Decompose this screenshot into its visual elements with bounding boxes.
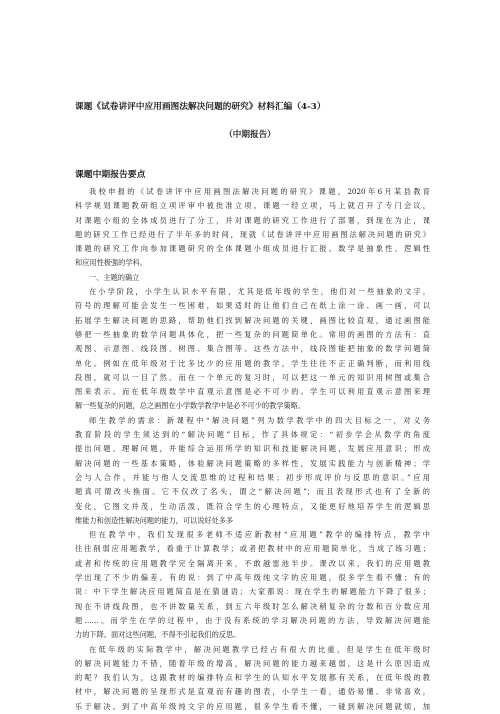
paragraph-line: 解一些复杂的问题，总之画图在小学数学教学中是必不可少的教学策略。 [75, 401, 306, 411]
paragraph [75, 271, 430, 285]
paragraph-line: 科学规划课题教研组立项评审中被批准立项。课题一经立项，马上就召开了专门会议， [75, 201, 430, 211]
paragraph-line: 在小学阶段，小学生认识水平有限，尤其是低年级的学生，他们对一些抽象的文字， [89, 287, 430, 297]
paragraph-line: 题……。而学生在学的过程中，由于没有系统的学习解决问题的方法，导致解决问题能 [75, 615, 430, 625]
paragraph-line: 一、主题的确立 [89, 272, 140, 282]
paragraph-line: 课题的研究工作向参加课题研究的全体课题小组成员进行汇报。数学是抽象性、逻辑性 [75, 244, 430, 254]
paragraph-line: 对课题小组的全体成员进行了分工，并对课题的研究工作进行了部署，到现在为止，课 [75, 215, 430, 225]
paragraph-line: 符号的理解可能会发生一些困难，如果适时的让他们自己在纸上涂一涂、画一画，可以 [75, 301, 430, 311]
paragraph-line: 变化，它图文并茂，生动活泼，既符合学生的心理特点，又能更好地培养学生的逻辑思 [75, 501, 430, 511]
paragraph-line: 说：中下学生解决应用题简直是在猜谜语；大家都说：现在学生的解题能力下降了很多； [75, 587, 430, 597]
paragraph-line: 我校申报的《试卷讲评中应用画图法解决问题的研究》课题，2020年6月某县教育 [89, 187, 430, 196]
paragraph-line: 提出问题、理解问题，并能综合运用所学的知识和技能解决问题，发展应用意识；形成 [75, 444, 430, 454]
paragraph-line: 够把一些抽象的数学问题具体化，把一些复杂的问题简单化。常用的画图的方法有：直 [75, 329, 430, 339]
paragraph-line: 维能力和创造性解决问题的能力，可以说好处多多 [75, 515, 234, 525]
paragraph-line: 和应用性极强的学科。 [75, 258, 147, 268]
paragraph-line: 题真可谓改头换面。它不仅改了名头，谓之“解决问题”；而且表现形式也有了全新的 [75, 487, 430, 497]
paragraph-line: 图来表示。而在低年级数学中直观示意图是必不可少的。学生可以利用直观示意图来理 [75, 387, 430, 397]
paragraph-line: 现在不讲线段图，也不讲数量关系，到五六年级时怎么解决稍复杂的分数和百分数应用 [75, 601, 430, 611]
paragraph-line: 会与人合作，并能与他人交流思维的过程和结果；初步形成评价与反思的意识。”应用 [75, 472, 430, 482]
document-subtitle: （中期报告） [224, 130, 276, 140]
paragraph-line: 的呢？我们认为，这跟教材的编排特点和学生的认知水平发展都有关系，在低年级的教 [75, 673, 430, 683]
paragraph-line: 拓展学生解决问题的思路，帮助他们找到解决问题的关键，画图比较直观，通过画图能 [75, 315, 430, 325]
paragraph-line: 在低年级的实际教学中，解决问题教学已经占有很大的比重，但是学生在低年级时 [89, 644, 430, 654]
paragraph-line: 乐于解决。到了中高年级纯文字的应用题，很多学生看不懂，一碰到解决问题就烦，加 [75, 701, 430, 711]
paragraph-line: 往往削弱应用题教学，看重于计算教学；或者把教材中的应用题简单化，当成了练习题； [75, 544, 430, 554]
paragraph [75, 528, 430, 642]
paragraph-line: 题的研究工作已经进行了半年多的时间，现就《试卷讲评中应用画图法解决问题的研究》 [75, 229, 430, 239]
report-body [75, 185, 430, 714]
paragraph-line: 的解决问题能力不错，随着年级的增高，解决问题的能力越来越弱，这是什么原因造成 [75, 658, 430, 668]
paragraph-line: 但在教学中，我们发现很多老师不适应新教材“应用题”教学的编排特点，教学中 [89, 530, 430, 540]
paragraph-line: 段图，就可以一目了然。而在一个单元的复习时，可以把这一单元的知识用树图或集合 [75, 372, 430, 382]
paragraph [75, 285, 430, 414]
paragraph-line: 解决问题的一些基本策略，体验解决问题策略的多样性，发展实践能力与创新精神；学 [75, 458, 430, 468]
paragraph [75, 643, 430, 714]
paragraph-line: 观图、示意图、线段图、树图、集合图等。这些方法中，线段图能把抽象的数学问题简 [75, 344, 430, 354]
paragraph-line: 力的下降。面对这些问题，不得不引起我们的反思。 [75, 630, 241, 640]
paragraph-line: 材中，解决问题的呈现形式是直观而有趣的图表，小学生一看，通俗易懂、非常喜欢， [75, 687, 430, 697]
document-title: 课题《试卷讲评中应用画图法解决问题的研究》材料汇编（4-3） [75, 102, 326, 112]
paragraph-line: 师生教学的需求：新课程中“解决问题”列为数学教学中的四大目标之一，对义务 [89, 415, 430, 425]
section-heading: 课题中期报告要点 [75, 170, 146, 180]
paragraph [75, 185, 430, 271]
paragraph-line: 单化。例如在低年级对于比多比少的应用题的教学，学生往往不正正确判断，而利用线 [75, 358, 430, 368]
paragraph-line: 或者和传统的应用题教学完全隔离开来，不敢越雷池半步。课改以来，我们的应用题教 [75, 558, 430, 568]
paragraph-line: 学出现了不少的偏差。有的说：到了中高年级纯文字的应用题，很多学生看不懂；有的 [75, 573, 430, 583]
paragraph-line: 教育阶段的学生须达到的“解决问题”目标，作了具体规定：“初步学会从数学的角度 [75, 430, 430, 440]
paragraph [75, 414, 430, 528]
